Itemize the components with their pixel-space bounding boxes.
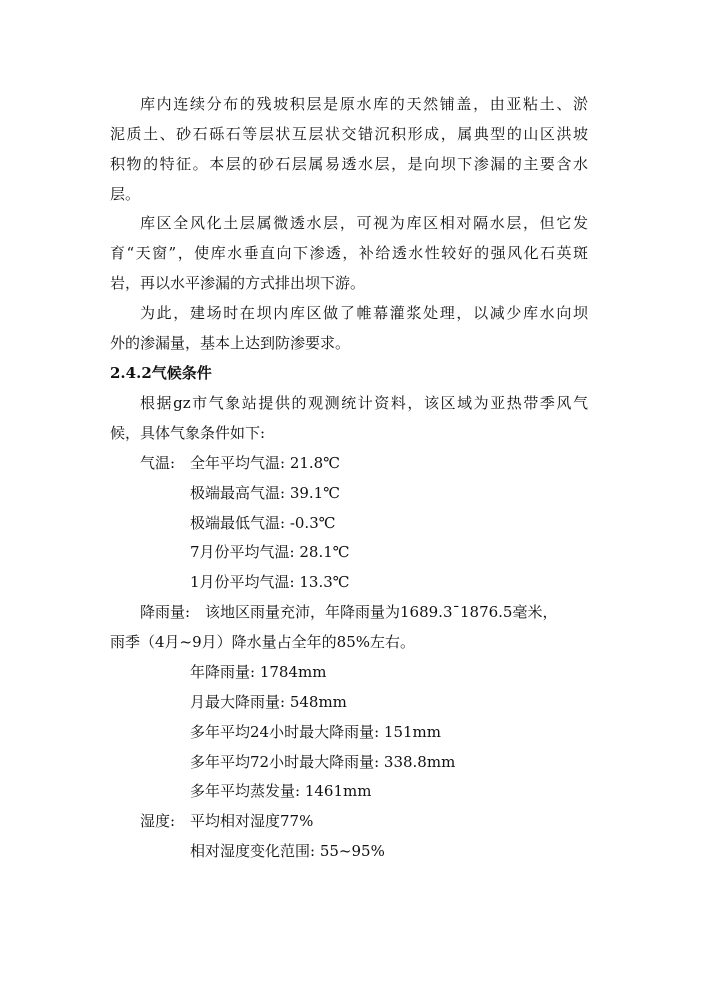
section-intro-line-2: 候，具体气象条件如下: <box>110 424 266 442</box>
p2-line-2: 育“天窗”，使库水垂直向下渗透，补给透水性较好的强风化石英斑 <box>110 244 588 262</box>
temperature-item: 极端最低气温: -0.3℃ <box>190 514 336 532</box>
rainfall-item: 多年平均24小时最大降雨量: 151mm <box>190 723 441 741</box>
p3-line-1: 为此，建场时在坝内库区做了帷幕灌浆处理，以减少库水向坝 <box>140 304 588 322</box>
temperature-item: 7月份平均气温: 28.1℃ <box>190 543 350 561</box>
section-intro-line-1: 根据gz市气象站提供的观测统计资料，该区域为亚热带季风气 <box>140 394 588 412</box>
p1-line-4: 层。 <box>110 185 141 203</box>
rainfall-label: 降雨量: <box>140 603 191 621</box>
rainfall-item: 年降雨量: 1784mm <box>190 663 327 681</box>
humidity-item: 相对湿度变化范围: 55~95% <box>190 842 385 860</box>
rainfall-item: 多年平均蒸发量: 1461mm <box>190 782 372 800</box>
section-heading: 2.4.2气候条件 <box>110 364 212 382</box>
p3-line-2: 外的渗漏量，基本上达到防渗要求。 <box>110 334 351 352</box>
humidity-item: 平均相对湿度77% <box>190 812 314 830</box>
temperature-item: 极端最高气温: 39.1℃ <box>190 484 341 502</box>
rainfall-summary-line-1: 该地区雨量充沛，年降雨量为1689.3¯1876.5毫米， <box>205 603 558 621</box>
rainfall-item: 月最大降雨量: 548mm <box>190 693 347 711</box>
p1-line-2: 泥质土、砂石砾石等层状互层状交错沉积形成，属典型的山区洪坡 <box>110 125 588 143</box>
rainfall-summary-line-2: 雨季（4月~9月）降水量占全年的85%左右。 <box>110 633 415 651</box>
temperature-item: 全年平均气温: 21.8℃ <box>190 454 341 472</box>
temperature-item: 1月份平均气温: 13.3℃ <box>190 573 350 591</box>
temperature-label: 气温: <box>140 454 176 472</box>
p2-line-1: 库区全风化土层属微透水层，可视为库区相对隔水层，但它发 <box>140 214 588 232</box>
p1-line-1: 库内连续分布的残坡积层是原水库的天然铺盖，由亚粘土、淤 <box>140 95 588 113</box>
p1-line-3: 积物的特征。本层的砂石层属易透水层，是向坝下渗漏的主要含水 <box>110 155 588 173</box>
humidity-label: 湿度: <box>140 812 176 830</box>
rainfall-item: 多年平均72小时最大降雨量: 338.8mm <box>190 753 456 771</box>
p2-line-3: 岩，再以水平渗漏的方式排出坝下游。 <box>110 274 366 292</box>
